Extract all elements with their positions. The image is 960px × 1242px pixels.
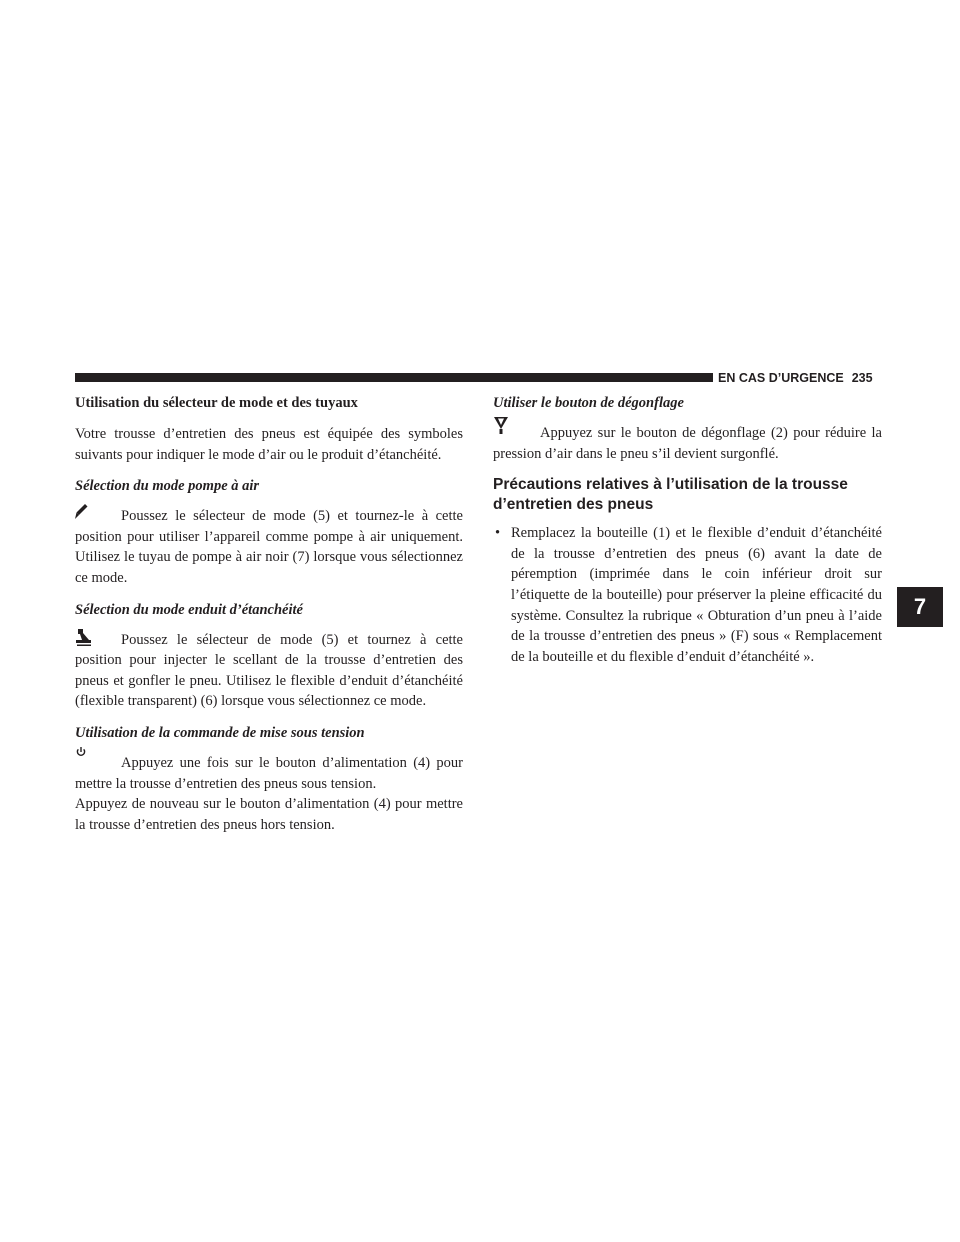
power-off-text: Appuyez de nouveau sur le bouton d’alimentation (4) pour mettre la trousse d’entretien des pneus hors tension. (75, 796, 463, 833)
sealant-mode-title: Sélection du mode enduit d’étanchéité (75, 601, 303, 618)
sealant-mode-block (75, 630, 463, 712)
deflate-block (493, 423, 882, 464)
sealant-mode-icon (74, 627, 94, 647)
sealant-mode-text: Poussez le sélecteur de mode (5) et tournez à cette position pour injecter le scellant de la trousse d’entretien des pneus et gonfler le pneu. Utilisez le flexible d’enduit d’étanchéité (flexible transparent) (6) lorsque vous sélectionnez ce mode. (75, 631, 463, 710)
power-title: Utilisation de la commande de mise sous tension (75, 724, 365, 741)
precautions-heading: Précautions relatives à l’utilisation de la trousse d’entretien des pneus (493, 476, 848, 513)
deflate-icon (493, 415, 509, 435)
deflate-title: Utiliser le bouton de dégonflage (493, 395, 684, 411)
left-column (75, 393, 463, 846)
right-column (493, 393, 882, 667)
header-rule (75, 373, 713, 382)
bullet-icon: • (495, 525, 501, 542)
power-on-text: Appuyez une fois sur le bouton d’alimentation (4) pour mettre la trousse d’entretien des pneus sous tension. (75, 754, 463, 792)
deflate-text: Appuyez sur le bouton de dégonflage (2) pour réduire la pression d’air dans le pneu s’il devient surgonflé. (493, 425, 882, 462)
header-section-title: EN CAS D’URGENCE (718, 371, 844, 385)
air-mode-text: Poussez le sélecteur de mode (5) et tournez-le à cette position pour utiliser l’appareil comme pompe à air uniquement. Utilisez le tuyau de pompe à air noir (7) lorsque vous sélectionnez ce mode. (75, 508, 463, 586)
running-header (718, 370, 904, 386)
intro-paragraph: Votre trousse d’entretien des pneus est équipée des symboles suivants pour indiquer le mode d’air ou le produit d’étanchéité. (75, 426, 463, 463)
bullet-text: Remplacez la bouteille (1) et le flexible d’enduit d’étanchéité de la trousse d’entretien des pneus (6) avant la date de péremption (imprimée dans le coin inférieur droit sur l’étiquette de la bouteille) pour préserver la pleine efficacité du système. Consultez la rubrique « Obturation d’un pneu à l’aide de la trousse d’entretien des pneus » (F) sous « Remplacement de la bouteille et du flexible d’enduit d’étanchéité ». (511, 525, 882, 665)
air-mode-title: Sélection du mode pompe à air (75, 478, 260, 495)
power-icon (75, 746, 87, 758)
air-pump-mode-icon (74, 503, 90, 523)
page-number: 235 (851, 371, 873, 385)
section-title-mode-selector: Utilisation du sélecteur de mode et des tuyaux (75, 395, 358, 411)
chapter-tab: 7 (897, 587, 943, 627)
air-mode-block (75, 506, 463, 588)
list-item (493, 523, 882, 667)
power-block (75, 753, 463, 835)
